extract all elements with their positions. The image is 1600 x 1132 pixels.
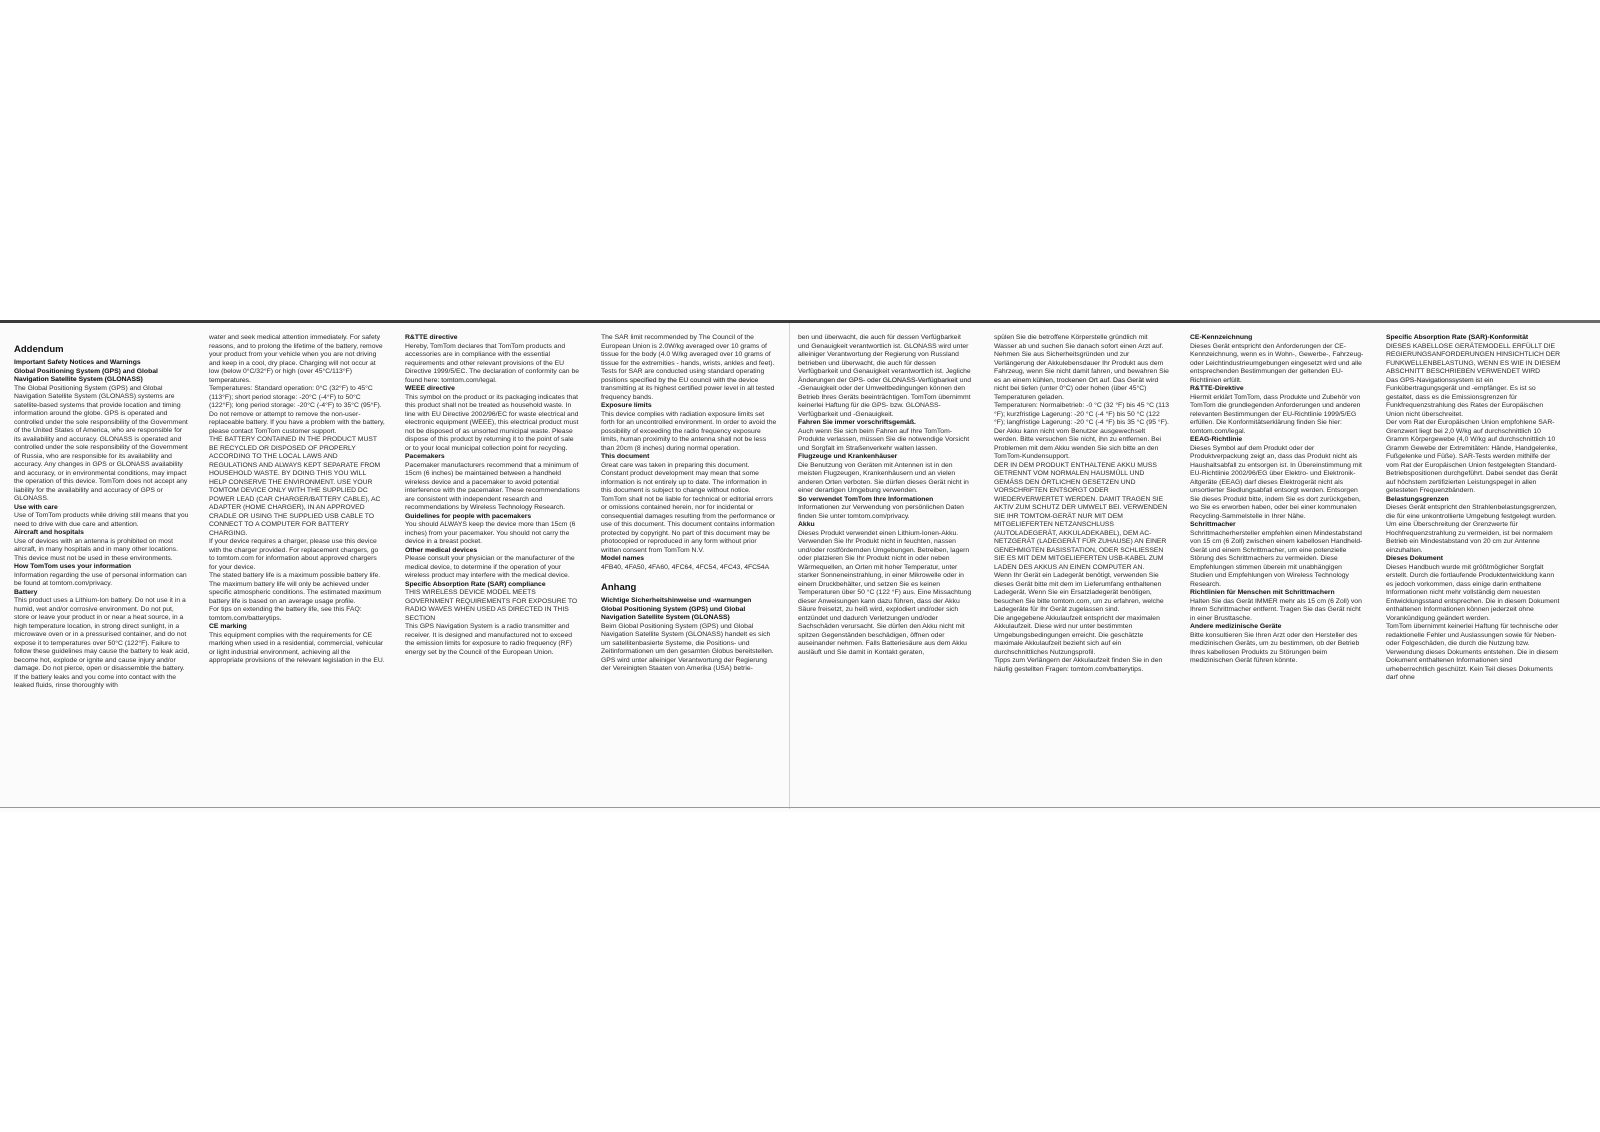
body-paragraph: Dieses Gerät entspricht den Anforderungen der CE-Kennzeichnung, wenn es in Wohn-, Gewerbe-, Fahrzeug- oder Leichtindustrieumgebungen eingesetzt wird und alle entsprechenden Bestimmungen der geltenden EU-Richtlinien erfüllt. [1190, 342, 1364, 384]
body-paragraph: If your device requires a charger, please use this device with the charger provided. For replacement chargers, go to tomtom.com for information about approved chargers for your device. [209, 538, 379, 571]
body-paragraph: Dieses Produkt verwendet einen Lithium-Ionen-Akku. [798, 529, 959, 537]
body-paragraph: The SAR limit recommended by The Council of the European Union is 2.0W/kg averaged over 10 grams of tissue for the body (4.0 W/kg averaged over 10 grams of tissue for the extremities - hands, wrists, ankles and feet). Tests for SAR are conducted using standard operating positions specified by the EU council with the device transmitting at its highest certified power level in all tested frequency bands. [601, 334, 775, 401]
body-paragraph: You should ALWAYS keep the device more than 15cm (6 inches) from your pacemaker. You should not carry the device in a breast pocket. [405, 521, 576, 545]
section-heading: Guidelines for people with pacemakers [405, 512, 532, 520]
column-1 [14, 334, 190, 691]
body-paragraph: Use of devices with an antenna is prohibited on most aircraft, in many hospitals and in many other locations. This device must not be used in these environments. [14, 537, 178, 562]
body-paragraph: Der Akku kann nicht vom Benutzer ausgewechselt werden. Bitte versuchen Sie nicht, ihn zu entfernen. Bei Problemen mit dem Akku wenden Sie sich bitte an den TomTom-Kundensupport. [994, 427, 1161, 460]
body-paragraph: Verwenden Sie Ihr Produkt nicht in feuchten, nassen und/oder rostfördernden Umgebungen. Betreiben, lagern oder platzieren Sie Ihr Produkt nicht in oder neben Wärmequellen, an Orten mit hoher Temperatur, unter starker Sonneneinstrahlung, in einer Mikrowelle oder in einem Druckbehälter, und setzen Sie es keinen Temperaturen über 50 °C (122 °F) aus. Eine Missachtung dieser Anweisungen kann dazu führen, dass der Akku Säure freisetzt, zu heiß wird, explodiert und/oder sich entzündet und dadurch Verletzungen und/oder Sachschäden verursacht. Sie dürfen den Akku nicht mit spitzen Gegenständen beschädigen, öffnen oder auseinander nehmen. Falls Batteriesäure aus dem Akku ausläuft und Sie damit in Kontakt geraten, [798, 538, 972, 656]
body-paragraph: ben und überwacht, die auch für dessen Verfügbarkeit und Genauigkeit verantwortlich ist. GLONASS wird unter alleiniger Verantwortung der Regierung von Russland betrieben und überwacht, die auch für dessen Verfügbarkeit und Genauigkeit verantwortlich ist. Jegliche Änderungen der GPS- oder GLONASS-Verfügbarkeit und -Genauigkeit oder der Umweltbedingungen können den Betrieb Ihres Geräts beeinträchtigen. TomTom übernimmt keinerlei Haftung für die GPS- bzw. GLONASS-Verfügbarkeit und -Genauigkeit. [798, 334, 972, 418]
body-paragraph: This product uses a Lithium-Ion battery. Do not use it in a humid, wet and/or corrosive environment. Do not put, store or leave your product in or near a heat source, in a high temperature location, in strong direct sunlight, in a microwave oven or in a pressurised container, and do not expose it to temperatures over 50°C (122°F). Failure to follow these guidelines may cause the battery to leak acid, become hot, explode or ignite and cause injury and/or damage. Do not pierce, open or disassemble the battery. If the battery leaks and you come into contact with the leaked fluids, rinse thoroughly with [14, 597, 190, 689]
body-paragraph: Der vom Rat der Europäischen Union empfohlene SAR-Grenzwert liegt bei 2,0 W/kg auf durchschnittlich 10 Gramm Körpergewebe (4,0 W/kg auf durchschnittlich 10 Gramm Gewebe der Extremitäten: Hände, Handgelenke, Fußgelenke und Füße). SAR-Tests werden mithilfe der vom Rat der Europäischen Union festgelegten Standard-Betriebspositionen durchgeführt. Dabei sendet das Gerät auf höchstem zertifizierten Leistungspegel in allen getesteten Frequenzbändern. [1386, 419, 1558, 494]
top-edge-rule-right [1200, 320, 1600, 323]
section-heading: CE-Kennzeichnung [1190, 334, 1253, 341]
body-paragraph: This device complies with radiation exposure limits set forth for an uncontrolled environment. In order to avoid the possibility of exceeding the radio frequency exposure limits, human proximity to the antenna shall not be less than 20cm (8 inches) during normal operation. [601, 410, 777, 452]
body-paragraph: Die Benutzung von Geräten mit Antennen ist in den meisten Flugzeugen, Krankenhäusern und an vielen anderen Orten verboten. Sie dürfen dieses Gerät nicht in einer derartigen Umgebung verwenden. [798, 461, 969, 494]
section-heading: Fahren Sie immer vorschriftsgemäß. [798, 419, 916, 426]
body-paragraph: Temperatures: Standard operation: 0°C (32°F) to 45°C (113°F); short period storage: -20°C (-4°F) to 50°C (122°F); long period storage: -20°C (-4°F) to 35°C (95°F). [209, 385, 382, 409]
section-heading: How TomTom uses your information [14, 563, 132, 570]
bottom-edge-rule [0, 807, 1600, 808]
section-heading: Specific Absorption Rate (SAR) compliance [405, 580, 546, 588]
section-heading: WEEE directive [405, 385, 455, 392]
body-paragraph: The stated battery life is a maximum possible battery life. The maximum battery life will only be achieved under specific atmospheric conditions. The estimated maximum battery life is based on an average usage profile. [209, 572, 382, 605]
section-heading: Belastungsgrenzen [1386, 495, 1449, 503]
column-2 [209, 334, 385, 666]
section-heading: Andere medizinische Geräte [1190, 623, 1282, 630]
body-paragraph: Schrittmacherhersteller empfehlen einen Mindestabstand von 15 cm (6 Zoll) zwischen einem kabellosen Handheld-Gerät und einem Schrittmacher, um eine potenzielle Störung des Schrittmachers zu vermeiden. Diese Empfehlungen stimmen überein mit unabhängigen Studien und Empfehlungen von Wireless Technology Research. [1190, 529, 1363, 588]
center-fold [789, 323, 790, 809]
section-heading: Wichtige Sicherheitshinweise und -warnungen [601, 597, 752, 604]
body-paragraph: THIS WIRELESS DEVICE MODEL MEETS GOVERNMENT REQUIREMENTS FOR EXPOSURE TO RADIO WAVES WHEN USED AS DIRECTED IN THIS SECTION [405, 589, 578, 622]
section-heading: Schrittmacher [1190, 521, 1236, 528]
section-heading: Battery [14, 588, 38, 596]
section-heading: CE marking [209, 623, 247, 630]
section-heading: This document [601, 453, 650, 460]
section-heading: Global Positioning System (GPS) and Global Navigation Satellite System (GLONASS) [14, 367, 158, 383]
section-heading: Richtlinien für Menschen mit Schrittmachern [1190, 589, 1335, 596]
body-paragraph: Great care was taken in preparing this document. Constant product development may mean that some information is not entirely up to date. The information in this document is subject to change without notice. [601, 461, 767, 494]
body-paragraph: Information regarding the use of personal information can be found at tomtom.com/privacy. [14, 571, 187, 587]
section-heading: So verwendet TomTom Ihre Informationen [798, 495, 934, 503]
body-paragraph: Halten Sie das Gerät IMMER mehr als 15 cm (6 Zoll) von Ihrem Schrittmacher entfernt. Tragen Sie das Gerät nicht in einer Brusttasche. [1190, 597, 1362, 622]
section-heading: Other medical devices [405, 546, 478, 554]
body-paragraph: Dieses Gerät entspricht den Strahlenbelastungsgrenzen, die für eine unkontrollierte Umgebung festgelegt wurden. Um eine Überschreitung der Grenzwerte für Hochfrequenzstrahlung zu vermeiden, ist bei normalem Betrieb ein Mindestabstand von 20 cm zur Antenne einzuhalten. [1386, 504, 1557, 554]
column-4 [601, 334, 777, 674]
section-heading: Pacemakers [405, 453, 445, 460]
body-paragraph: Do not remove or attempt to remove the non-user-replaceable battery. If you have a problem with the battery, please contact TomTom customer support. [209, 410, 385, 435]
body-paragraph: Dieses Symbol auf dem Produkt oder der Produktverpackung zeigt an, dass das Produkt nicht als Haushaltsabfall zu entsorgen ist. In Übereinstimmung mit EU-Richtlinie 2002/96/EG über Elektro- und Elektronik-Altgeräte (EEAG) darf dieses Elektrogerät nicht als unsortierter Siedlungsabfall entsorgt werden. Entsorgen Sie dieses Produkt bitte, indem Sie es dort zurückgeben, wo Sie es erworben haben, oder bei einer kommunalen Recycling-Sammelstelle in Ihrer Nähe. [1190, 444, 1362, 520]
section-heading: Specific Absorption Rate (SAR)-Konformität [1386, 334, 1529, 341]
column-7 [1190, 334, 1366, 666]
section-heading: Aircraft and hospitals [14, 529, 84, 536]
body-paragraph: THE BATTERY CONTAINED IN THE PRODUCT MUST BE RECYCLED OR DISPOSED OF PROPERLY ACCORDING TO THE LOCAL LAWS AND REGULATIONS AND ALWAYS KEPT SEPARATE FROM HOUSEHOLD WASTE. BY DOING THIS YOU WILL HELP CONSERVE THE ENVIRONMENT. USE YOUR TOMTOM DEVICE ONLY WITH THE SUPPLIED DC POWER LEAD (CAR CHARGER/BATTERY CABLE), AC ADAPTER (HOME CHARGER), IN AN APPROVED CRADLE OR USING THE SUPPLIED USB CABLE TO CONNECT TO A COMPUTER FOR BATTERY CHARGING. [209, 436, 381, 537]
section-heading: Flugzeuge und Krankenhäuser [798, 453, 898, 460]
body-paragraph: Bitte konsultieren Sie Ihren Arzt oder den Hersteller des medizinischen Geräts, um zu bestimmen, ob der Betrieb Ihres kabellosen Produkts zu Störungen beim medizinischen Gerät führen könnte. [1190, 631, 1360, 664]
body-paragraph: spülen Sie die betroffene Körperstelle gründlich mit Wasser ab und suchen Sie danach sofort einen Arzt auf. Nehmen Sie aus Sicherheitsgründen und zur Verlängerung der Akkulebensdauer Ihr Produkt aus dem Fahrzeug, wenn Sie nicht damit fahren, und bewahren Sie es an einem kühlen, trockenen Ort auf. Das Gerät wird nicht bei tiefen (unter 0°C) oder hohen (über 45°C) Temperaturen geladen. [994, 334, 1169, 401]
body-paragraph: 4FB40, 4FA50, 4FA60, 4FC64, 4FC54, 4FC43, 4FC54A [601, 563, 770, 571]
section-heading: Dieses Dokument [1386, 555, 1444, 562]
section-heading: Use with care [14, 503, 58, 511]
body-paragraph: Beim Global Positioning System (GPS) und Global Navigation Satellite System (GLONASS) handelt es sich um satellitenbasierte Systeme, die Positions- und Zeitinformationen um den gesamten Globus bereitstellen. GPS wird unter alleiniger Verantwortung der Regierung der Vereinigten Staaten von Amerika (USA) betrie- [601, 622, 774, 672]
body-paragraph: This GPS Navigation System is a radio transmitter and receiver. It is designed and manufactured not to exceed the emission limits for exposure to radio frequency (RF) energy set by the Council of the European Union. [405, 623, 573, 656]
section-heading: Important Safety Notices and Warnings [14, 359, 141, 366]
body-paragraph: Das GPS-Navigationssystem ist ein Funkübertragungsgerät und -empfänger. Es ist so gestaltet, dass es die Emissionsgrenzen für Funkfrequenzstrahlung des Rates der Europäischen Union nicht überschreitet. [1386, 376, 1544, 418]
body-paragraph: Informationen zur Verwendung von persönlichen Daten finden Sie unter tomtom.com/privacy. [798, 504, 964, 520]
body-paragraph: Dieses Handbuch wurde mit größtmöglicher Sorgfalt erstellt. Durch die fortlaufende Produktentwicklung kann es jedoch vorkommen, dass einige darin enthaltene Informationen nicht mehr vollständig dem neuesten Entwicklungsstand entsprechen. Die in diesem Dokument enthaltenen Informationen können jederzeit ohne Vorankündigung geändert werden. [1386, 563, 1560, 622]
body-paragraph: Tipps zum Verlängern der Akkulaufzeit finden Sie in den häufig gestellten Fragen: tomtom.com/batterytips. [994, 657, 1163, 673]
column-3 [405, 334, 581, 657]
body-paragraph: Please consult your physician or the manufacturer of the medical device, to determine if the operation of your wireless product may interfere with the medical device. [405, 555, 575, 579]
body-paragraph: Hiermit erklärt TomTom, dass Produkte und Zubehör von TomTom die grundlegenden Anforderungen und anderen relevanten Bestimmungen der EU-Richtlinie 1999/5/EG erfüllen. Die Konformitätserklärung finden Sie hier: tomtom.com/legal. [1190, 393, 1361, 435]
section-heading: R&TTE-Direktive [1190, 385, 1244, 392]
section-title: Addendum [14, 344, 64, 355]
body-paragraph: DIESES KABELLOSE GERÄTEMODELL ERFÜLLT DIE REGIERUNGSANFORDERUNGEN HINSICHTLICH DER FUNKWELLENBELASTUNG, WENN ES WIE IN DIESEM ABSCHNITT BESCHRIEBEN VERWENDET WIRD [1386, 342, 1561, 375]
section-heading: EEAG-Richtlinie [1190, 436, 1243, 443]
section-heading: Model names [601, 555, 645, 562]
body-paragraph: TomTom übernimmt keinerlei Haftung für technische oder redaktionelle Fehler und Auslassungen sowie für Neben- oder Folgeschäden, die durch die Nutzung bzw. Verwendung dieses Dokuments entstehen. Die in diesem Dokument enthaltenen Informationen sind urheberrechtlich geschützt. Kein Teil dieses Dokuments darf ohne [1386, 623, 1559, 681]
document-sheet [0, 320, 1600, 812]
body-paragraph: The Global Positioning System (GPS) and Global Navigation Satellite System (GLONASS) systems are satellite-based systems that provide location and timing information around the globe. GPS is operated and controlled under the sole responsibility of the Government of the United States of America, who are responsible for its availability and accuracy. GLONASS is operated and controlled under the sole responsibility of the Government of Russia, who are responsible for its availability and accuracy. Any changes in GPS or GLONASS availability and accuracy, or in environmental conditions, may impact the operation of this device. TomTom does not accept any liability for the availability and accuracy of GPS or GLONASS. [14, 384, 188, 502]
body-paragraph: Hereby, TomTom declares that TomTom products and accessories are in compliance with the essential requirements and other relevant provisions of the EU Directive 1999/5/EC. The declaration of conformity can be found here: tomtom.com/legal. [405, 342, 580, 384]
body-paragraph: Pacemaker manufacturers recommend that a minimum of 15cm (6 inches) be maintained between a handheld wireless device and a pacemaker to avoid potential interference with the pacemaker. These recommendations are consistent with independent research and recommendations by Wireless Technology Research. [405, 461, 580, 511]
body-paragraph: Temperaturen: Normalbetrieb: -0 °C (32 °F) bis 45 °C (113 °F); kurzfristige Lagerung: -20 °C (-4 °F) bis 50 °C (122 °F); langfristige Lagerung: -20 °C (-4 °F) bis 35 °C (95 °F). [994, 402, 1169, 426]
section-heading: Global Positioning System (GPS) und Global Navigation Satellite System (GLONASS) [601, 605, 746, 621]
body-paragraph: Wenn Ihr Gerät ein Ladegerät benötigt, verwenden Sie dieses Gerät bitte mit dem im Lieferumfang enthaltenen Ladegerät. Wenn Sie ein Ersatzladegerät benötigen, besuchen Sie bitte tomtom.com, um zu erfahren, welche Ladegeräte für Ihr Gerät zugelassen sind. [994, 572, 1164, 613]
body-paragraph: This equipment complies with the requirements for CE marking when used in a residential, commercial, vehicular or light industrial environment, achieving all the appropriate provisions of the relevant legislation in the EU. [209, 631, 385, 664]
column-6 [994, 334, 1170, 674]
section-heading: R&TTE directive [405, 334, 458, 341]
body-paragraph: This symbol on the product or its packaging indicates that this product shall not be treated as household waste. In line with EU Directive 2002/96/EC for waste electrical and electronic equipment (WEEE), this electrical product must not be disposed of as unsorted municipal waste. Please dispose of this product by returning it to the point of sale or to your local municipal collection point for recycling. [405, 393, 579, 452]
body-paragraph: Auch wenn Sie sich beim Fahren auf Ihre TomTom-Produkte verlassen, müssen Sie die notwendige Vorsicht und Sorgfalt im Straßenverkehr walten lassen. [798, 427, 970, 452]
section-heading: Exposure limits [601, 402, 652, 409]
body-paragraph: For tips on extending the battery life, see this FAQ: tomtom.com/batterytips. [209, 606, 362, 622]
section-title: Anhang [601, 582, 637, 593]
column-8 [1386, 334, 1562, 683]
section-heading: Akku [798, 521, 815, 528]
body-paragraph: Die angegebene Akkulaufzeit entspricht der maximalen Akkulaufzeit. Diese wird nur unter bestimmten Umgebungsbedingungen erreicht. Die geschätzte maximale Akkulaufzeit bezieht sich auf ein durchschnittliches Nutzungsprofil. [994, 614, 1160, 656]
body-paragraph: DER IN DEM PRODUKT ENTHALTENE AKKU MUSS GETRENNT VOM NORMALEN HAUSMÜLL UND GEMÄSS DEN ÖRTLICHEN GESETZEN UND VORSCHRIFTEN ENTSORGT ODER WIEDERVERWERTET WERDEN. DAMIT TRAGEN SIE AKTIV ZUM SCHUTZ DER UMWELT BEI. VERWENDEN SIE IHR TOMTOM-GERÄT NUR MIT DEM MITGELIEFERTEN NETZANSCHLUSS (AUTOLADEGERÄT, AKKULADEKABEL), DEM AC-NETZGERÄT (LADEGERÄT FÜR ZUHAUSE) AN EINER GENEHMIGTEN BASISSTATION, ODER SCHLIESSEN SIE ES MIT DEM MITGELIEFERTEN USB-KABEL ZUM LADEN DES AKKUS AN EINEN COMPUTER AN. [994, 461, 1168, 571]
body-paragraph: water and seek medical attention immediately. For safety reasons, and to prolong the lifetime of the battery, remove your product from your vehicle when you are not driving and keep in a cool, dry place. Charging will not occur at low (below 0°C/32°F) or high (over 45°C/113°F) temperatures. [209, 334, 383, 384]
body-paragraph: Use of TomTom products while driving still means that you need to drive with due care and attention. [14, 512, 189, 528]
body-paragraph: TomTom shall not be liable for technical or editorial errors or omissions contained herein, nor for incidental or consequential damages resulting from the performance or use of this document. This document contains information protected by copyright. No part of this document may be photocopied or reproduced in any form without prior written consent from TomTom N.V. [601, 495, 776, 554]
column-5 [798, 334, 974, 657]
